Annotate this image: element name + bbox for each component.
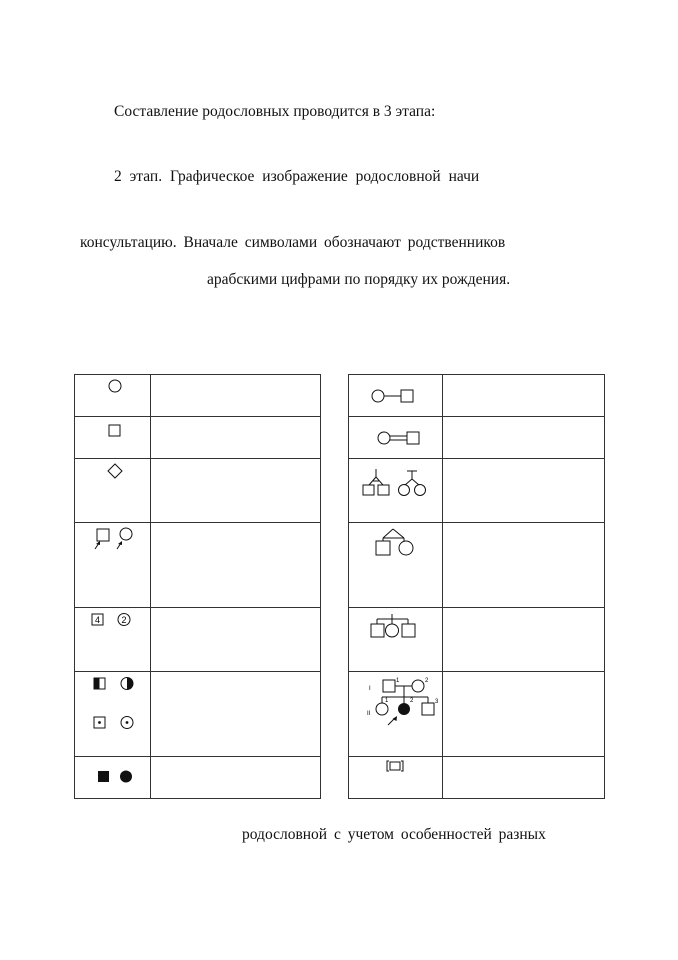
- text-line-4: арабскими цифрами по порядку их рождения.: [207, 271, 511, 288]
- symbol-number-label: 2: [121, 615, 127, 625]
- table-row: [349, 375, 605, 417]
- table-row: [75, 417, 321, 459]
- table-row: [349, 608, 605, 672]
- circle-icon: [75, 375, 150, 416]
- description-cell: [443, 459, 605, 523]
- individual-number-label: 3: [435, 699, 439, 705]
- table-row: [75, 757, 321, 799]
- table-row: [75, 523, 321, 608]
- table-row: [75, 375, 321, 417]
- description-cell: [151, 672, 321, 757]
- table-row: [349, 523, 605, 608]
- table-row: [349, 417, 605, 459]
- proband-arrows-icon: [75, 523, 150, 607]
- numbered-symbols-icon: [75, 608, 150, 671]
- individual-number-label: 1: [385, 698, 389, 704]
- square-icon: [75, 417, 150, 458]
- description-cell: [151, 375, 321, 417]
- symbol-number-label: 4: [94, 615, 101, 625]
- diamond-icon: [75, 459, 150, 522]
- description-cell: [443, 608, 605, 672]
- pedigree-example-icon: [349, 672, 442, 756]
- text-line-2: 2 этап. Графическое изображение родословной начи: [114, 168, 480, 185]
- table-row: [75, 459, 321, 523]
- description-cell: [151, 523, 321, 608]
- table-row: [349, 459, 605, 523]
- individual-number-label: 2: [425, 678, 429, 684]
- heterozygote-carrier-icon: [75, 672, 150, 756]
- symbols-table-left: [74, 374, 321, 799]
- description-cell: [443, 757, 605, 799]
- individual-number-label: 1: [396, 678, 400, 684]
- sibship-icon: [349, 523, 442, 607]
- table-row: [349, 757, 605, 799]
- symbols-table-right: [348, 374, 605, 799]
- consanguineous-marriage-icon: [349, 417, 442, 458]
- siblings-icon: [349, 608, 442, 671]
- description-cell: [443, 672, 605, 757]
- generation-label: I: [369, 686, 371, 692]
- table-row: [75, 672, 321, 757]
- description-cell: [151, 757, 321, 799]
- description-cell: [151, 417, 321, 459]
- table-row: [75, 608, 321, 672]
- description-cell: [151, 459, 321, 523]
- description-cell: [443, 523, 605, 608]
- generation-label: II: [367, 711, 371, 717]
- affected-filled-icon: [75, 757, 150, 798]
- twins-icon: [349, 459, 442, 522]
- marriage-line-icon: [349, 375, 442, 416]
- text-line-5: родословной с учетом особенностей разных: [242, 826, 546, 843]
- description-cell: [443, 375, 605, 417]
- description-cell: [443, 417, 605, 459]
- text-line-1: Составление родословных проводится в 3 этапа:: [114, 103, 436, 120]
- individual-number-label: 2: [410, 698, 414, 704]
- table-row: [349, 672, 605, 757]
- text-line-3: консультацию. Вначале символами обозначают родственников: [80, 234, 506, 251]
- description-cell: [151, 608, 321, 672]
- bracket-square-icon: [349, 757, 442, 798]
